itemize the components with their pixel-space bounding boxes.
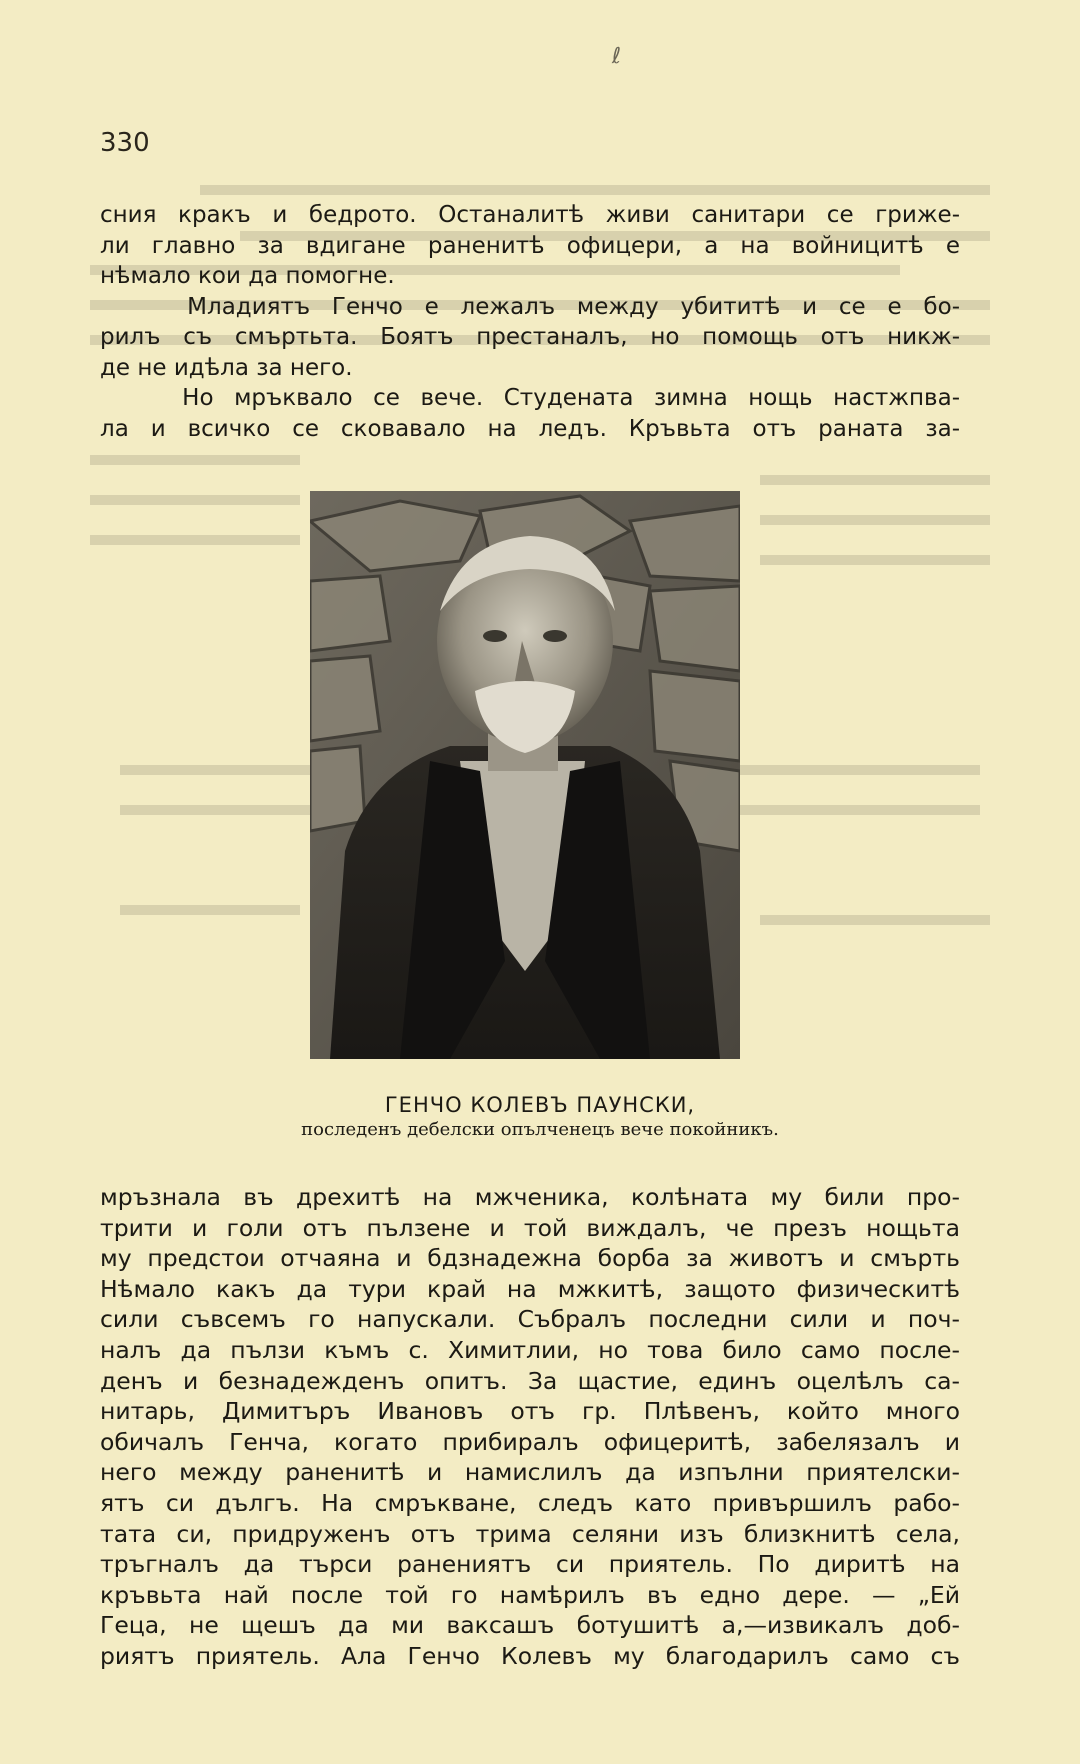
text-line: Нѣмало какъ да тури край на мжкитѣ, защото физическитѣ [100, 1274, 960, 1303]
text-line: ятъ си дългъ. На смръкване, следъ като привършилъ рабо- [100, 1488, 960, 1517]
text-line: му предстои отчаяна и бдзнадежна борба за животъ и смърть [100, 1244, 960, 1273]
text-block-bottom [100, 1182, 960, 1672]
photo-caption-subtitle: последенъ дебелски опълченецъ вече покойникъ. [301, 1119, 779, 1140]
text-line: обичалъ Генча, когато прибиралъ офицеритѣ, забелязалъ и [100, 1427, 960, 1456]
text-line: трити и голи отъ пълзене и той виждалъ, че презъ нощьта [100, 1213, 960, 1242]
text-line: мръзнала въ дрехитѣ на мжченика, колѣната му били про- [100, 1183, 960, 1211]
text-line: нитарь, Димитъръ Ивановъ отъ гр. Плѣвенъ, който много [100, 1397, 960, 1426]
text-line: ли главно за вдигане раненитѣ офицери, а на войницитѣ е [100, 232, 960, 259]
text-line: Но мръквало се вече. Студената зимна нощь настжпва- [100, 385, 960, 411]
text-line: тръгналъ да търси ранениятъ си приятель. По диритѣ на [100, 1550, 960, 1579]
text-line: Геца, не щешъ да ми ваксашъ ботушитѣ а,—извикалъ доб- [100, 1611, 960, 1640]
text-line: сния кракъ и бедрото. Останалитѣ живи санитари се грижe- [100, 202, 960, 228]
text-line: ла и всичко се сковавало на ледъ. Кръвьта отъ раната за- [100, 415, 960, 442]
text-line: денъ и безнадежденъ опитъ. За щастие, единъ оцелѣлъ са- [100, 1366, 960, 1395]
text-line: риятъ приятель. Ала Генчо Колевъ му благодарилъ само съ [100, 1641, 960, 1670]
text-line: де не идѣла за него. [100, 354, 353, 381]
text-line: тата си, придруженъ отъ трима селяни изъ близкнитѣ села, [100, 1519, 960, 1548]
portrait-photo [310, 491, 740, 1059]
text-line: нѣмало кои да помогне. [100, 263, 395, 289]
text-line: кръвьта най после той го намѣрилъ въ едно дере. — „Ей [100, 1580, 960, 1609]
top-pen-mark: ℓ [612, 44, 622, 69]
text-block-top [100, 200, 960, 444]
portrait-image [310, 491, 740, 1059]
text-line: Младиятъ Генчо е лежалъ между убититѣ и се е бо- [100, 293, 960, 320]
photo-caption-name: ГЕНЧО КОЛЕВЪ ПАУНСКИ, [384, 1093, 696, 1117]
text-line: него между раненитѣ и намислилъ да изпълни приятелски- [100, 1458, 960, 1487]
text-line: сили съвсемъ го напускали. Събралъ последни сили и поч- [100, 1305, 960, 1334]
text-line: налъ да пълзи къмъ с. Химитлии, но това било само после- [100, 1335, 960, 1364]
text-line: рилъ съ смъртьта. Боятъ престаналъ, но помощь отъ никж- [100, 324, 960, 350]
page-number: 330 [100, 128, 150, 158]
